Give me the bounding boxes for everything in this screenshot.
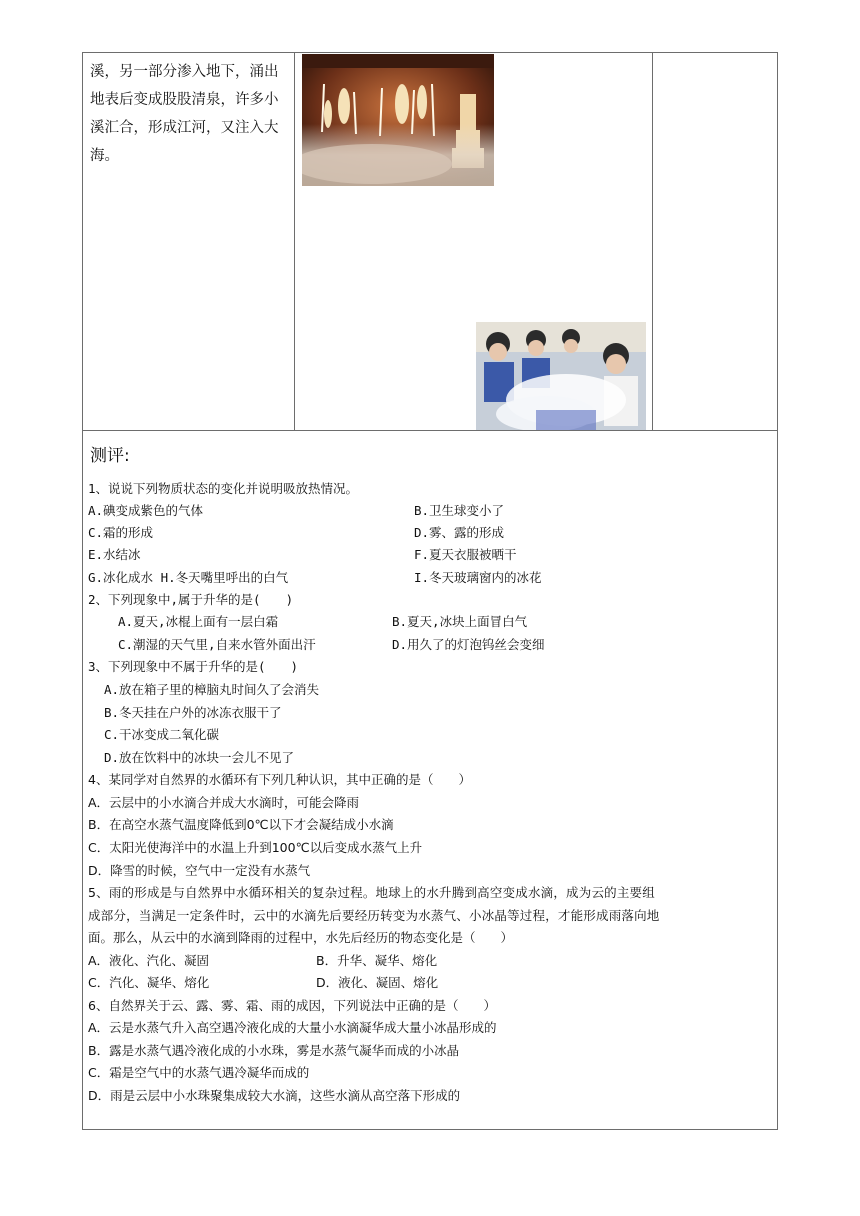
- q2-option-b: B.夏天,冰块上面冒白气: [392, 614, 528, 629]
- q2-option-d: D.用久了的灯泡钨丝会变细: [392, 637, 545, 652]
- q3-option-a: A.放在箱子里的樟脑丸时间久了会消失: [104, 682, 320, 697]
- passage-line: 海。: [90, 148, 119, 164]
- q4-option-c: C．太阳光使海洋中的水温上升到100℃以后变成水蒸气上升: [88, 840, 423, 855]
- q2-stem: 2、下列现象中,属于升华的是( ): [88, 592, 294, 607]
- q1-stem: 1、说说下列物质状态的变化并说明吸放热情况。: [88, 481, 359, 496]
- q5-option-c: C．汽化、凝华、熔化: [88, 975, 210, 990]
- q1-option-a: A.碘变成紫色的气体: [88, 503, 204, 518]
- q5-option-a: A．液化、汽化、凝固: [88, 953, 210, 968]
- q6-option-a: A．云是水蒸气升入高空遇冷液化成的大量小水滴凝华成大量小冰晶形成的: [88, 1020, 497, 1035]
- q6-option-c: C．霜是空气中的水蒸气遇冷凝华而成的: [88, 1065, 310, 1080]
- q6-stem: 6、自然界关于云、露、雾、霜、雨的成因，下列说法中正确的是（ ）: [88, 998, 496, 1013]
- q4-option-d: D．降雪的时候，空气中一定没有水蒸气: [88, 863, 311, 878]
- passage-text: [90, 58, 290, 170]
- stage-fog-photo: [302, 54, 494, 186]
- q1-option-i: I.冬天玻璃窗内的冰花: [414, 570, 542, 585]
- q2-option-a: A.夏天,冰棍上面有一层白霜: [118, 614, 279, 629]
- q1-option-c: C.霜的形成: [88, 525, 154, 540]
- q5-stem-line: 面。那么，从云中的水滴到降雨的过程中，水先后经历的物态变化是（ ）: [88, 930, 514, 945]
- q1-option-gh: G.冰化成水 H.冬天嘴里呼出的白气: [88, 570, 289, 585]
- q3-option-d: D.放在饮料中的冰块一会儿不见了: [104, 750, 295, 765]
- row-divider: [82, 430, 778, 431]
- column-divider-1: [294, 52, 295, 431]
- students-fog-photo: [476, 322, 646, 430]
- q4-stem: 4、某同学对自然界的水循环有下列几种认识，其中正确的是（ ）: [88, 772, 471, 787]
- q4-option-b: B．在高空水蒸气温度降低到0℃以下才会凝结成小水滴: [88, 817, 394, 832]
- q4-option-a: A．云层中的小水滴合并成大水滴时，可能会降雨: [88, 795, 360, 810]
- q1-option-e: E.水结冰: [88, 547, 141, 562]
- q5-stem-line: 5、雨的形成是与自然界中水循环相关的复杂过程。地球上的水升腾到高空变成水滴，成为云的主要组: [88, 885, 655, 900]
- q5-stem-line: 成部分，当满足一定条件时，云中的水滴先后要经历转变为水蒸气、小冰晶等过程，才能形成雨落向地: [88, 908, 660, 923]
- q6-option-b: B．露是水蒸气遇冷液化成的小水珠，雾是水蒸气凝华而成的小冰晶: [88, 1043, 460, 1058]
- q5-option-b: B．升华、凝华、熔化: [316, 953, 438, 968]
- q3-option-c: C.干冰变成二氧化碳: [104, 727, 220, 742]
- students-fog-illustration: [476, 322, 646, 430]
- q3-option-b: B.冬天挂在户外的冰冻衣服干了: [104, 705, 282, 720]
- passage-line: 溪汇合，形成江河，又注入大: [90, 120, 279, 136]
- q1-option-b: B.卫生球变小了: [414, 503, 505, 518]
- assessment-heading: 测评:: [90, 446, 130, 466]
- q6-option-d: D．雨是云层中小水珠聚集成较大水滴，这些水滴从高空落下形成的: [88, 1088, 461, 1103]
- q5-option-d: D．液化、凝固、熔化: [316, 975, 439, 990]
- q2-option-c: C.潮湿的天气里,自来水管外面出汗: [118, 637, 316, 652]
- column-divider-2: [652, 52, 653, 431]
- q1-option-d: D.雾、露的形成: [414, 525, 505, 540]
- passage-line: 地表后变成股股清泉，许多小: [90, 92, 279, 108]
- q3-stem: 3、下列现象中不属于升华的是( ): [88, 659, 299, 674]
- stage-fog-illustration: [302, 54, 494, 186]
- passage-line: 溪，另一部分渗入地下，涌出: [90, 64, 279, 80]
- q1-option-f: F.夏天衣服被晒干: [414, 547, 517, 562]
